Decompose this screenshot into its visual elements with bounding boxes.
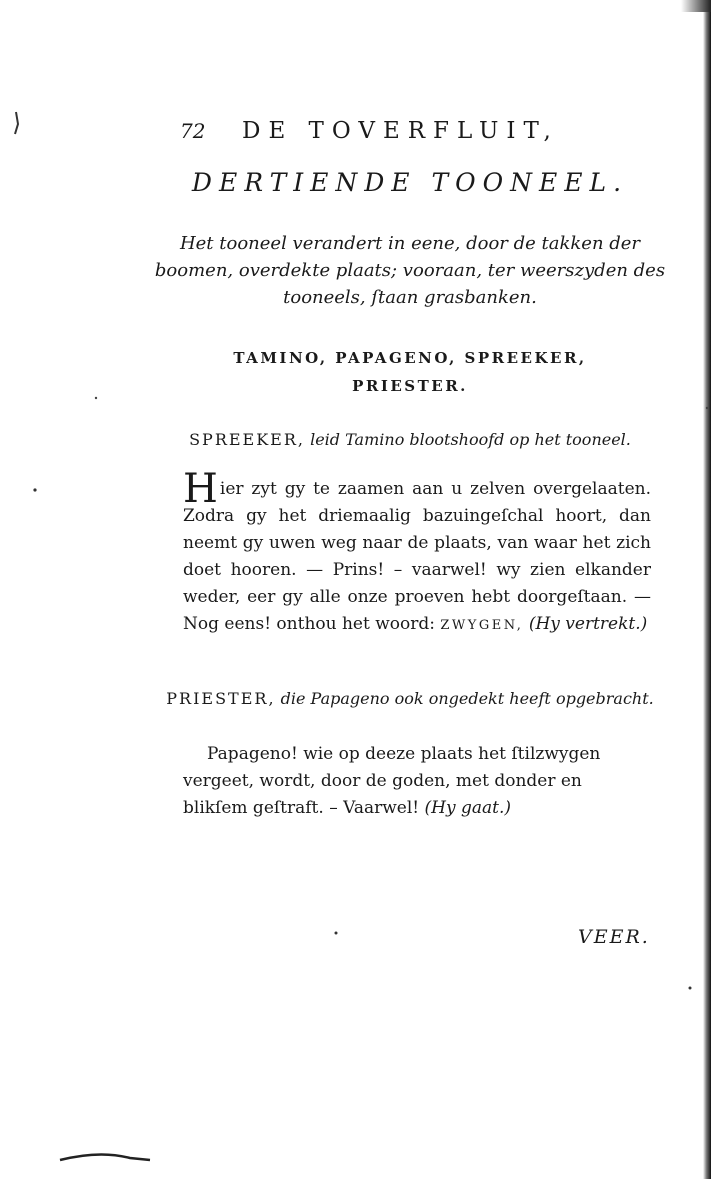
speck: [335, 932, 338, 935]
characters-line-2: PRIESTER.: [352, 377, 468, 395]
speech-text: ier zyt gy te zaamen aan u zelven overgelaaten. Zodra gy het driemaalig bazuingeſchal hoort, dan neemt gy uwen weg naar de plaats, van waar het zich doet hooren. — Prins! – vaarwel! wy zien elkander weder, eer gy alle onze proeven hebt doorgeſtaan. — Nog eens! onthou het woord:: [183, 479, 651, 634]
speaker-name: SPREEKER,: [189, 430, 305, 449]
speck: [33, 488, 36, 491]
drop-capital: H: [183, 466, 218, 512]
speaker-name: PRIESTER,: [166, 689, 276, 708]
speaker-direction: leid Tamino blootshoofd op het tooneel.: [310, 430, 631, 449]
characters-line-1: TAMINO, PAPAGENO, SPREEKER,: [233, 349, 587, 367]
speech-aside: (Hy vertrekt.): [528, 614, 648, 634]
speech-text: Papageno! wie op deeze plaats het ſtilzwygen vergeet, wordt, door de goden, met donder en blikſem geſtraft. – Vaarwel!: [183, 744, 601, 818]
emphasized-word: ZWYGEN,: [440, 618, 524, 633]
speck: [689, 987, 692, 990]
stage-direction: Het tooneel verandert in eene, door de takken der boomen, overdekte plaats; vooraan, ter weerszyden des tooneels, ſtaan grasbanken.: [154, 233, 666, 308]
catchword: VEER.: [578, 926, 650, 948]
speech-aside: (Hy gaat.): [424, 798, 511, 818]
pen-stroke-bottom: [60, 1154, 150, 1160]
speck: [95, 397, 97, 399]
speck: [706, 407, 708, 409]
ink-mark-left: [15, 112, 18, 134]
running-title: DE TOVERFLUIT,: [242, 118, 559, 144]
page-number: 72: [180, 119, 206, 143]
speaker-direction: die Papageno ook ongedekt heeft opgebracht.: [280, 689, 654, 708]
scene-title: DERTIENDE TOONEEL.: [191, 168, 629, 197]
